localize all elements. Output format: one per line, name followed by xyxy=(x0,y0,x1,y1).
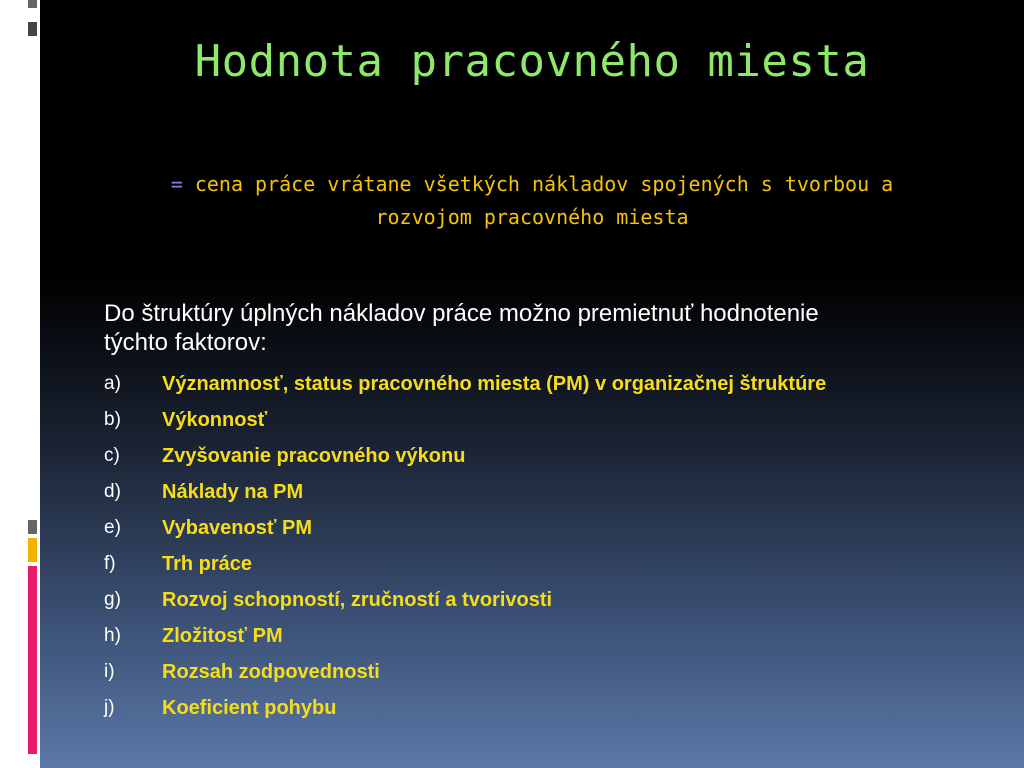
list-item-text: Rozvoj schopností, zručností a tvorivosti xyxy=(162,589,553,611)
slide-subtitle xyxy=(60,168,1004,234)
list-item-text: Trh práce xyxy=(162,553,253,575)
intro-line-1: Do štruktúry úplných nákladov práce možno premietnuť hodnotenie xyxy=(104,300,819,327)
list-item xyxy=(104,654,1004,690)
decor-bar-pink xyxy=(28,566,37,754)
list-item xyxy=(104,366,1004,402)
slide-title: Hodnota pracovného miesta xyxy=(194,36,870,87)
list-marker: f) xyxy=(104,553,116,574)
decor-bar-gray xyxy=(28,22,37,36)
intro-text xyxy=(104,299,1004,357)
decor-bar-gray xyxy=(28,0,37,8)
list-marker: g) xyxy=(104,589,121,610)
equals-sign: = xyxy=(170,172,183,196)
subtitle-line-1: cena práce vrátane všetkých nákladov spojených s tvorbou a xyxy=(194,172,894,196)
list-marker: i) xyxy=(104,661,115,682)
list-marker: a) xyxy=(104,373,121,394)
list-item-text: Náklady na PM xyxy=(162,481,304,503)
list-marker: c) xyxy=(104,445,120,466)
list-item xyxy=(104,438,1004,474)
list-item xyxy=(104,474,1004,510)
list-item xyxy=(104,582,1004,618)
list-marker: h) xyxy=(104,625,121,646)
factor-list xyxy=(104,366,1004,726)
subtitle-line-2: rozvojom pracovného miesta xyxy=(375,205,689,229)
list-item-text: Rozsah zodpovednosti xyxy=(162,661,380,683)
list-item-text: Výkonnosť xyxy=(162,409,268,431)
list-marker: e) xyxy=(104,517,121,538)
list-marker: b) xyxy=(104,409,121,430)
list-item-text: Koeficient pohybu xyxy=(162,697,337,719)
list-item-text: Vybavenosť PM xyxy=(162,517,312,539)
list-item-text: Zvyšovanie pracovného výkonu xyxy=(162,445,466,467)
list-item-text: Zložitosť PM xyxy=(162,625,283,647)
list-marker: j) xyxy=(104,697,115,718)
list-marker: d) xyxy=(104,481,121,502)
list-item xyxy=(104,402,1004,438)
decor-bar-gold xyxy=(28,538,37,562)
list-item xyxy=(104,510,1004,546)
list-item xyxy=(104,690,1004,726)
list-item xyxy=(104,618,1004,654)
intro-line-2: týchto faktorov: xyxy=(104,329,267,356)
list-item-text: Významnosť, status pracovného miesta (PM) v organizačnej štruktúre xyxy=(162,373,827,395)
decor-bar-gray xyxy=(28,520,37,534)
list-item xyxy=(104,546,1004,582)
